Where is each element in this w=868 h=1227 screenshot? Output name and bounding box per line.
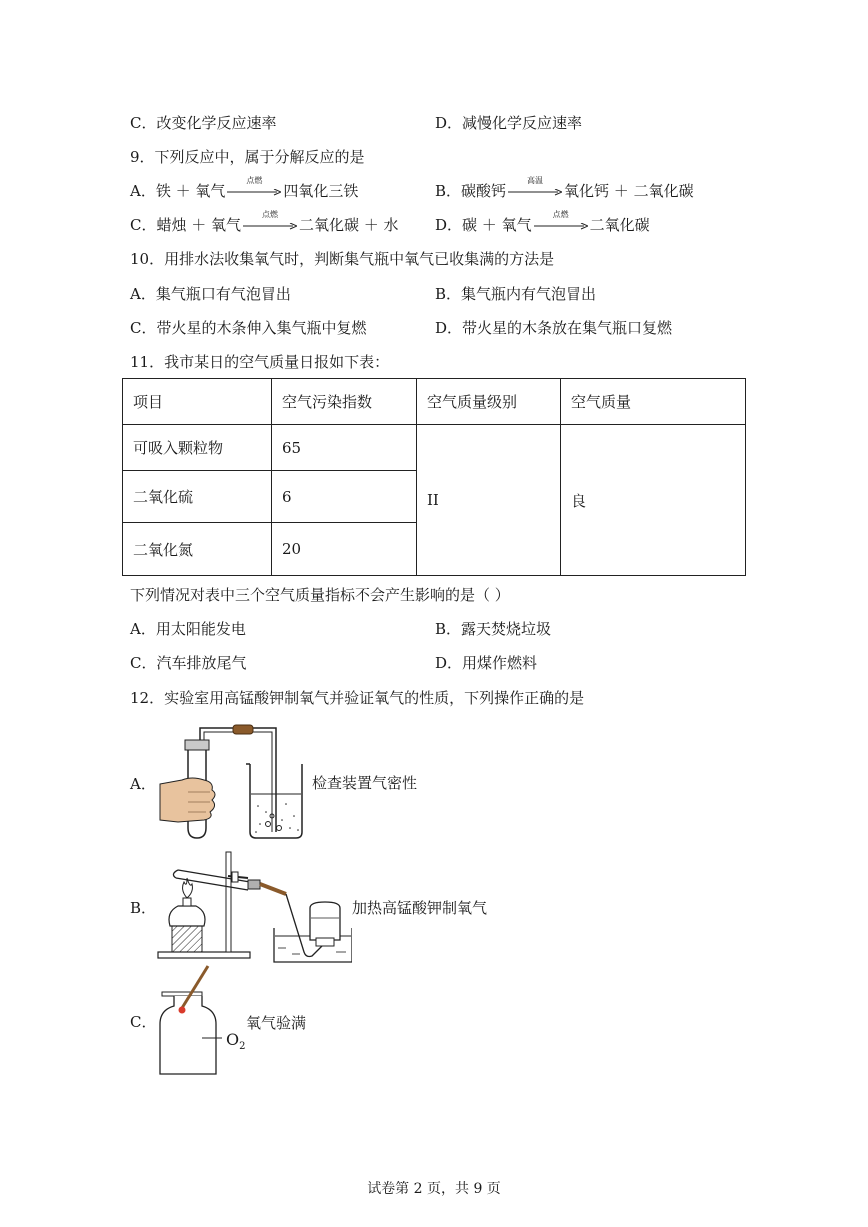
q9-b-products: 氧化钙 ＋ 二氧化碳 [564,182,694,200]
q10-stem: 10．用排水法收集氧气时，判断集气瓶中氧气已收集满的方法是 [130,250,555,268]
q9-option-d [435,210,650,235]
q8-option-c: C．改变化学反应速率 [130,114,277,132]
q9-d-reactants: D．碳 ＋ 氧气 [435,216,532,234]
reaction-condition: 点燃 [552,210,569,219]
q11-option-b: B．露天焚烧垃圾 [435,620,552,638]
airtightness-check-figure [158,720,313,845]
reaction-arrow [227,176,281,199]
gas-label [226,1030,246,1052]
q9-c-products: 二氧化碳 ＋ 水 [299,216,399,234]
q12-a-caption: 检查装置气密性 [312,774,418,792]
page-footer: 试卷第 2 页，共 9 页 [367,1181,501,1197]
q9-b-reactants: B．碳酸钙 [435,182,507,200]
q11-stem: 11．我市某日的空气质量日报如下表： [130,353,390,371]
q12-option-b-letter: B． [130,899,157,917]
table-cell-index: 65 [272,425,417,471]
table-header-row [123,379,746,425]
reaction-condition: 点燃 [262,210,279,219]
q9-a-products: 四氧化三铁 [283,182,359,200]
q12-c-caption: 氧气验满 [246,1014,307,1032]
table-cell-item: 二氧化硫 [123,471,272,523]
q9-option-c [130,210,399,235]
q12-option-c-letter: C． [130,1013,157,1031]
q10-option-d: D．带火星的木条放在集气瓶口复燃 [435,319,673,337]
q11-question: 下列情况对表中三个空气质量指标不会产生影响的是（ ） [130,586,510,604]
table-header-cell: 项目 [123,379,272,425]
gas-symbol: O [226,1030,240,1049]
table-cell-level: II [417,425,561,576]
oxygen-full-check-figure [158,962,248,1080]
gas-subscript: 2 [239,1041,246,1053]
q10-option-b: B．集气瓶内有气泡冒出 [435,285,597,303]
air-quality-table [122,378,746,576]
q11-option-d: D．用煤作燃料 [435,654,538,672]
table-cell-quality: 良 [561,425,746,576]
table-row [123,425,746,471]
q9-option-b [435,176,694,201]
table-cell-index: 20 [272,523,417,576]
q10-option-c: C．带火星的木条伸入集气瓶中复燃 [130,319,367,337]
q10-option-a: A．集气瓶口有气泡冒出 [130,285,291,303]
reaction-arrow [534,210,588,233]
reaction-arrow [243,210,297,233]
reaction-arrow [508,176,562,199]
q9-stem: 9．下列反应中，属于分解反应的是 [130,148,365,166]
q8-option-d: D．减慢化学反应速率 [435,114,583,132]
reaction-condition: 高温 [527,176,544,185]
table-header-cell: 空气污染指数 [272,379,417,425]
q11-option-a: A．用太阳能发电 [130,620,246,638]
q11-option-c: C．汽车排放尾气 [130,654,247,672]
q12-b-caption: 加热高锰酸钾制氧气 [352,899,488,917]
q12-option-a-letter: A． [130,775,156,793]
table-header-cell: 空气质量级别 [417,379,561,425]
table-cell-item: 二氧化氮 [123,523,272,576]
q9-option-a [130,176,359,201]
table-header-cell: 空气质量 [561,379,746,425]
q9-d-products: 二氧化碳 [589,216,650,234]
table-cell-index: 6 [272,471,417,523]
heating-apparatus-figure [156,848,352,966]
q9-c-reactants: C．蜡烛 ＋ 氧气 [130,216,242,234]
q12-stem: 12．实验室用高锰酸钾制氧气并验证氧气的性质，下列操作正确的是 [130,689,585,707]
reaction-condition: 点燃 [246,176,263,185]
q9-a-reactants: A．铁 ＋ 氧气 [130,182,226,200]
table-cell-item: 可吸入颗粒物 [123,425,272,471]
